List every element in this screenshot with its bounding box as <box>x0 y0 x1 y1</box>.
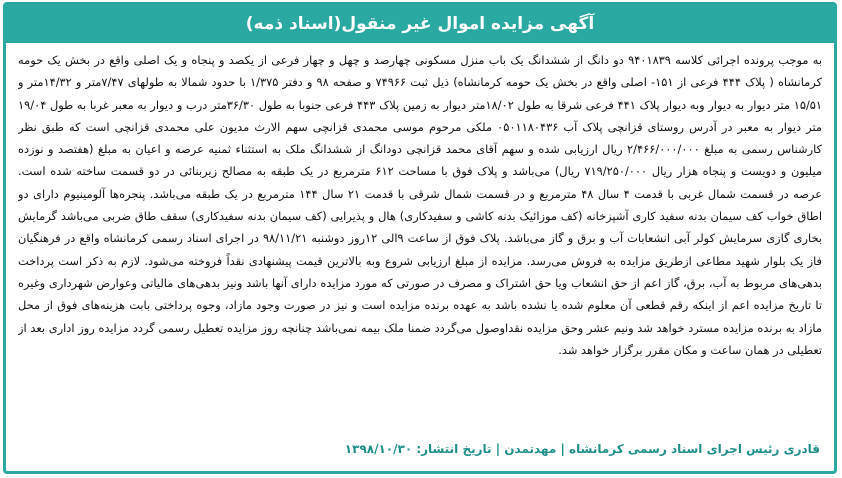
footer-signature: قادری رئیس اجرای اسناد رسمی کرمانشاه | مهدتمدن | تاریخ انتشار: ۱۳۹۸/۱۰/۳۰ <box>344 442 820 456</box>
title-bar <box>6 5 834 43</box>
notice-card <box>3 2 837 474</box>
notice-body: به موجب پرونده اجرائی کلاسه ۹۴۰۱۸۳۹ دو دانگ از ششدانگ یک باب منزل مسکونی چهارصد و چهل و چهار فرعی از یکصد و پنجاه و یک اصلی واقع در بخش یک حومه کرمانشاه ( پلاک ۴۴۴ فرعی از ۱۵۱- اصلی واقع در بخش یک حومه کرمانشاه) ذیل ثبت ۷۴۹۶۶ و صفحه ۹۸ و دفتر ۱/۳۷۵ با حدود شمالا به طولهای ۷/۴۷متر و ۱۴/۳۲متر و ۱۵/۵۱ متر دیوار به دیوار وبه دیوار پلاک ۴۴۱ فرعی شرقا به طول ۱۸/۰۲متر دیوار به زمین پلاک ۴۴۳ فرعی جنوبا به طول ۳۶/۳۰متر درب و دیوار به معبر غربا به طول ۱۹/۰۴ متر دیوار به معبر در آدرس روستای قزانچی پلاک آب ۰۵۰۱۱۸۰۴۳۶ ملکی مرحوم موسی محمدی قزانچی سهم الارث مدیون علی محمدی قزانچی است که طبق نظر کارشناس رسمی به مبلغ ۲/۴۶۶/۰۰۰/۰۰۰ ریال ارزیابی شده و سهم آقای محمد قزانچی دودانگ از ششدانگ ملک به استثناء ثمنیه عرصه و اعیان به مبلغ (هفتصد و نوزده میلیون و دویست و پنجاه هزار ریال ۷۱۹/۲۵۰/۰۰۰ ریال) می‌باشد و پلاک فوق با مساحت ۶۱۲ مترمربع در یک طبقه به مصالح زیربنائی در دو قسمت ساخته شده است. عرصه در قسمت شمال غربی با قدمت ۴ سال ۴۸ مترمربع و در قسمت شمال شرقی با قدمت ۲۱ سال ۱۴۴ مترمربع در یک طبقه می‌باشد. پنجره‌ها آلومینیوم دارای دو اطاق خواب کف سیمان بدنه سفید کاری آشپزخانه (کف موزائیک بدنه کاشی و سفیدکاری) هال و پذیرایی (کف سیمان بدنه سفیدکاری) سقف طاق ضربی می‌باشد گرمایش بخاری گازی سرمایش کولر آبی انشعابات آب و برق و گاز می‌باشد. پلاک فوق از ساعت ۹الی ۱۲روز دوشنبه ۹۸/۱۱/۲۱ در اجرای اسناد رسمی کرمانشاه واقع در فرهنگیان فاز یک بلوار شهید مطاعی ازطریق مزایده به فروش می‌رسد. مزایده از مبلغ ارزیابی شروع وبه بالاترین قیمت پیشنهادی نقداً فروخته می‌شود. لازم به ذکر است پرداخت بدهی‌های مربوط به آب، برق، گاز اعم از حق انشعاب ویا حق اشتراک و مصرف در صورتی که مورد مزایده دارای آنها باشد ونیز بدهی‌های مالیاتی وعوارض شهرداری وغیره تا تاریخ مزایده اعم از اینکه رقم قطعی آن معلوم شده یا نشده باشد به عهده برنده مزایده است و نیز در صورت وجود مازاد، وجوه پرداختی بابت هزینه‌های فوق از محل مازاد به برنده مزایده مسترد خواهد شد ونیم عشر وحق مزایده نقداوصول می‌گردد ضمنا ملک بیمه نمی‌باشد چنانچه روز مزایده تعطیل رسمی گردد مزایده روز اداری بعد از تعطیلی در همان ساعت و مکان مقرر برگزار خواهد شد. <box>18 53 822 357</box>
notice-title: آگهی مزایده اموال غیر منقول(اسناد ذمه) <box>245 14 595 34</box>
notice-footer <box>6 427 834 471</box>
